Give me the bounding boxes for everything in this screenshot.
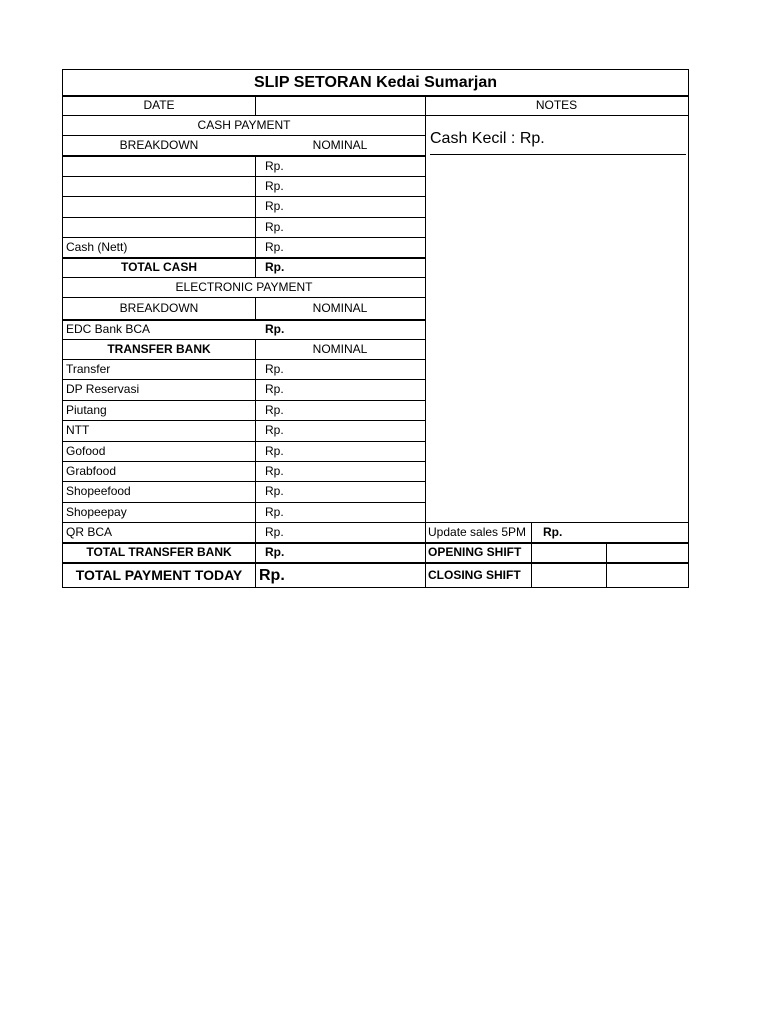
grid-line <box>425 95 426 587</box>
transfer-nominal-header: NOMINAL <box>312 342 368 356</box>
transfer-row-label: QR BCA <box>66 525 113 539</box>
transfer-row-value[interactable]: Rp. <box>265 505 284 519</box>
transfer-row-label: Grabfood <box>66 464 117 478</box>
transfer-row-label: NTT <box>66 423 90 437</box>
opening-shift-label: OPENING SHIFT <box>428 545 522 559</box>
transfer-row-label: Piutang <box>66 403 107 417</box>
opening-shift-value-1[interactable] <box>531 543 606 562</box>
deposit-slip <box>62 69 689 588</box>
total-cash-label: TOTAL CASH <box>120 260 197 274</box>
total-payment-value[interactable]: Rp. <box>259 567 285 584</box>
electronic-breakdown-header: BREAKDOWN <box>119 301 199 315</box>
cash-row-value[interactable]: Rp. <box>265 179 284 193</box>
update-sales-label: Update sales 5PM <box>428 525 527 539</box>
opening-shift-value-2[interactable] <box>606 543 688 562</box>
cash-row-label[interactable] <box>63 177 255 196</box>
total-payment-label: TOTAL PAYMENT TODAY <box>75 567 243 583</box>
transfer-row-value[interactable]: Rp. <box>265 464 284 478</box>
closing-shift-value-1[interactable] <box>531 564 606 587</box>
closing-shift-label: CLOSING SHIFT <box>428 568 521 582</box>
transfer-row-value[interactable]: Rp. <box>265 423 284 437</box>
cash-row-label[interactable]: Cash (Nett) <box>66 240 128 254</box>
electronic-nominal-header: NOMINAL <box>312 301 368 315</box>
transfer-bank-header: TRANSFER BANK <box>107 342 211 356</box>
cash-row-value[interactable]: Rp. <box>265 220 284 234</box>
transfer-row-value[interactable]: Rp. <box>265 484 284 498</box>
cash-row-label[interactable] <box>63 218 255 237</box>
transfer-row-value[interactable]: Rp. <box>265 362 284 376</box>
slip-title: SLIP SETORAN Kedai Sumarjan <box>253 74 498 91</box>
cash-row-value[interactable]: Rp. <box>265 199 284 213</box>
transfer-row-label: Gofood <box>66 444 106 458</box>
cash-breakdown-header: BREAKDOWN <box>119 138 199 152</box>
transfer-row-value[interactable]: Rp. <box>265 525 284 539</box>
transfer-row-label: Transfer <box>66 362 111 376</box>
cash-row-label[interactable] <box>63 157 255 176</box>
cash-row-value[interactable]: Rp. <box>265 240 284 254</box>
closing-shift-value-2[interactable] <box>606 564 688 587</box>
cash-row-label[interactable] <box>63 197 255 216</box>
total-cash-value[interactable]: Rp. <box>265 260 285 274</box>
transfer-row-label: DP Reservasi <box>66 382 140 396</box>
cash-kecil-note: Cash Kecil : Rp. <box>430 130 545 147</box>
cash-payment-title: CASH PAYMENT <box>197 118 291 132</box>
transfer-row-label: Shopeefood <box>66 484 131 498</box>
edc-value[interactable]: Rp. <box>265 322 285 336</box>
edc-label: EDC Bank BCA <box>66 322 151 336</box>
transfer-row-value[interactable]: Rp. <box>265 444 284 458</box>
notes-label: NOTES <box>535 98 578 112</box>
cash-nominal-header: NOMINAL <box>312 138 368 152</box>
electronic-payment-title: ELECTRONIC PAYMENT <box>175 280 313 294</box>
update-sales-value[interactable]: Rp. <box>543 525 563 539</box>
date-label: DATE <box>143 98 175 112</box>
total-transfer-label: TOTAL TRANSFER BANK <box>86 545 232 559</box>
date-value[interactable] <box>255 96 425 115</box>
total-transfer-value[interactable]: Rp. <box>265 545 285 559</box>
cash-row-value[interactable]: Rp. <box>265 159 284 173</box>
transfer-row-value[interactable]: Rp. <box>265 403 284 417</box>
transfer-row-value[interactable]: Rp. <box>265 382 284 396</box>
transfer-row-label: Shopeepay <box>66 505 127 519</box>
grid-line <box>430 154 686 155</box>
